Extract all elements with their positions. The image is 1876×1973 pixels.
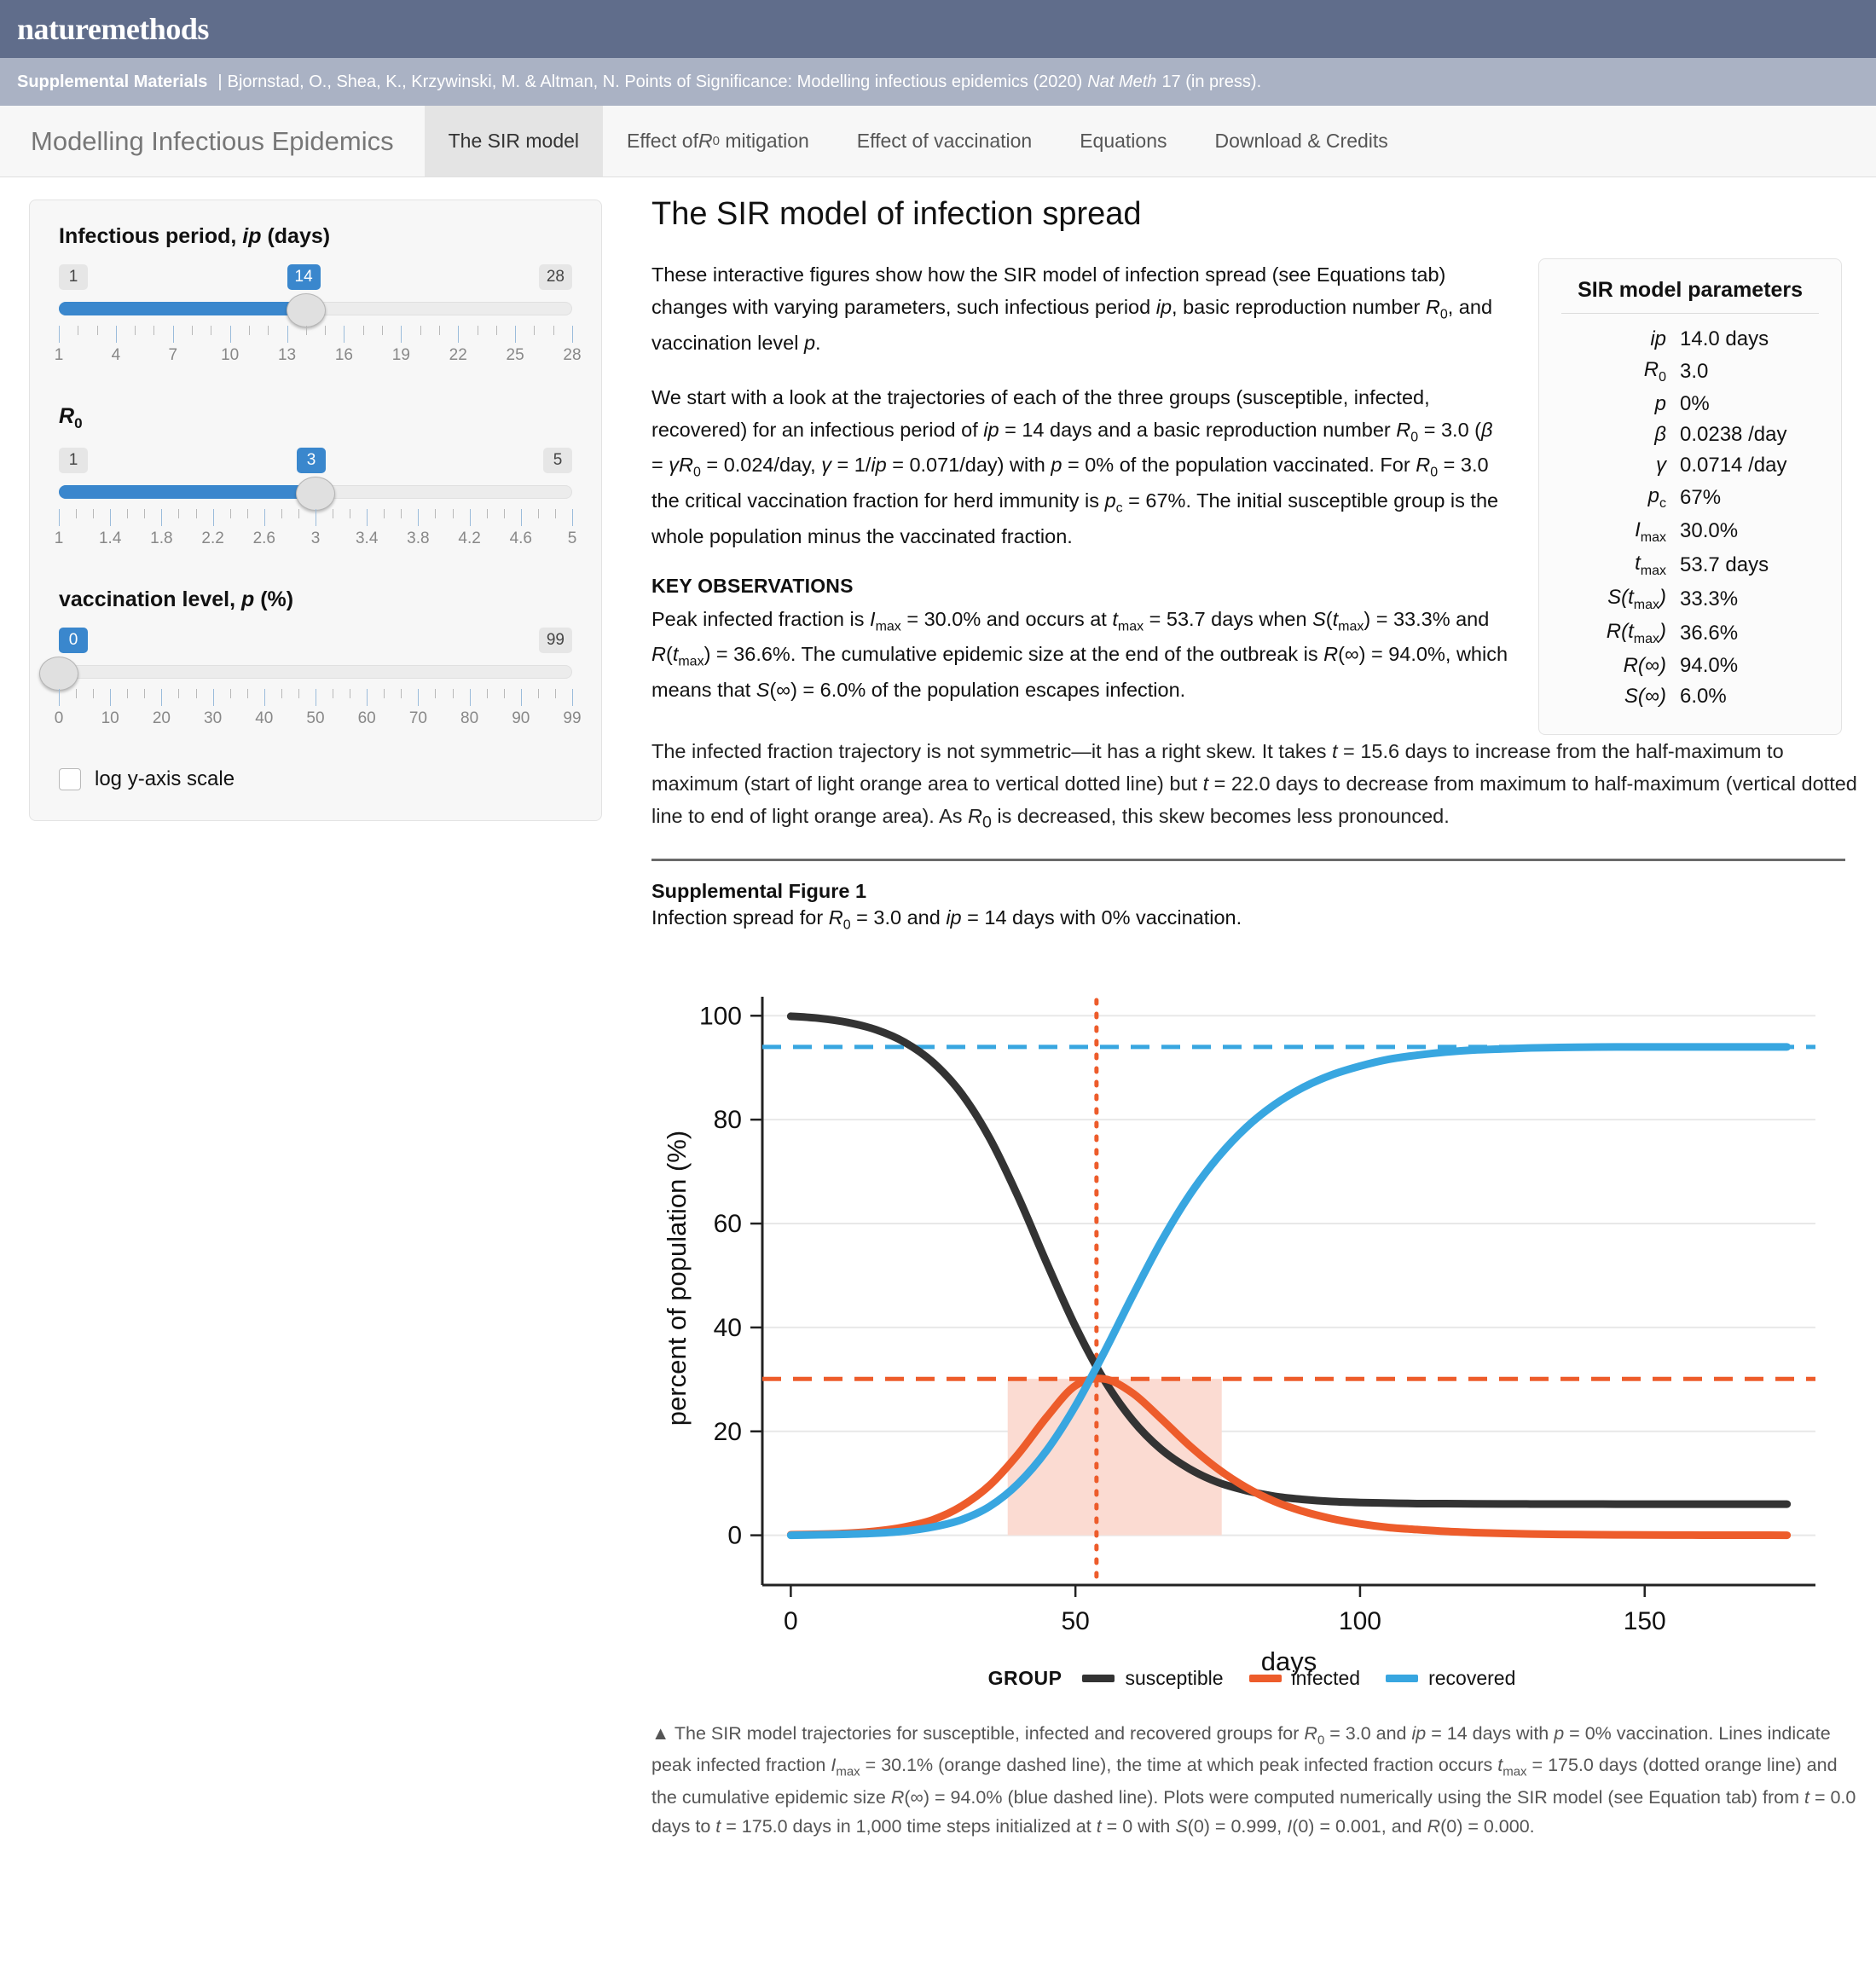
parameter-row bbox=[1561, 324, 1819, 355]
tick-minor bbox=[76, 689, 77, 698]
parameter-key: $t_{max}$ bbox=[1635, 552, 1666, 579]
tick-minor bbox=[93, 509, 94, 518]
tick-major bbox=[161, 689, 162, 706]
legend-item-susceptible bbox=[1082, 1667, 1223, 1690]
tick-major bbox=[521, 509, 522, 526]
tab-the-sir-model[interactable] bbox=[425, 106, 603, 176]
tick-minor bbox=[534, 326, 535, 335]
tick-minor bbox=[306, 326, 307, 335]
tick-major bbox=[264, 689, 265, 706]
logo-nature: nature bbox=[17, 12, 101, 46]
tick-label: 0 bbox=[54, 709, 64, 727]
tick-label: 19 bbox=[391, 346, 410, 364]
slider-bubbles bbox=[59, 264, 572, 297]
parameter-row bbox=[1561, 582, 1819, 616]
slider-tickmarks bbox=[59, 326, 572, 344]
figure-divider bbox=[651, 859, 1845, 861]
tick-minor bbox=[496, 326, 497, 335]
citation-journal: Nat Meth bbox=[1087, 72, 1157, 91]
parameter-value: 36.6% bbox=[1680, 621, 1739, 645]
slider-fill bbox=[59, 485, 316, 499]
tick-minor bbox=[192, 326, 193, 335]
tab-label: Equations bbox=[1080, 130, 1167, 152]
tick-minor bbox=[435, 689, 436, 698]
brand-bar bbox=[0, 0, 1876, 58]
parameter-row bbox=[1561, 515, 1819, 549]
slider-thumb[interactable] bbox=[296, 477, 335, 511]
citation-pre: Bjornstad, O., Shea, K., Krzywinski, M. & Altman, N. Points of Significance: Modelling infectious epidemics (2020) bbox=[227, 72, 1083, 91]
tick-major bbox=[213, 689, 214, 706]
tick-major bbox=[367, 509, 368, 526]
parameter-key: $R(t_{max})$ bbox=[1606, 619, 1666, 646]
paragraph-skew: The infected fraction trajectory is not symmetric—it has a right skew. It takes t = 15.6 days to increase from the half-maximum to maximum (start of light orange area to vertical dotted line) but t = 22.0 days to decrease from maximum to half-maximum (vertical dotted line to end of light orange area). As $R_0$ is decreased, this skew becomes less pronounced. bbox=[651, 739, 1857, 832]
tick-minor bbox=[555, 689, 556, 698]
tick-label: 40 bbox=[255, 709, 274, 727]
tick-minor bbox=[127, 689, 128, 698]
tick-label: 25 bbox=[506, 346, 524, 364]
parameter-value: 0% bbox=[1680, 391, 1710, 415]
tick-label: 3.8 bbox=[407, 529, 430, 547]
paragraph-intro-1: These interactive figures show how the SIR model of infection spread (see Equations tab) changes with varying parameters, such infectious period ip, basic reproduction number $R_0$, and vaccination level p. bbox=[651, 263, 1493, 354]
tick-major bbox=[367, 689, 368, 706]
figure-heading: Supplemental Figure 1 bbox=[651, 880, 867, 903]
y-axis-tick-label: 80 bbox=[713, 1106, 742, 1135]
tick-major bbox=[418, 509, 419, 526]
tab-download-credits[interactable] bbox=[1191, 106, 1412, 176]
tick-major bbox=[521, 689, 522, 706]
tick-minor bbox=[555, 509, 556, 518]
slider-max-badge: 28 bbox=[539, 264, 572, 290]
tab-effect-of-vaccination[interactable] bbox=[833, 106, 1056, 176]
parameter-key: γ bbox=[1656, 453, 1666, 477]
nav-tabbar bbox=[0, 106, 1876, 177]
y-axis-label: percent of population (%) bbox=[662, 1130, 692, 1426]
controls-column bbox=[0, 177, 631, 1841]
parameters-divider bbox=[1561, 313, 1819, 314]
tick-major bbox=[59, 326, 60, 343]
citation-post: 17 (in press). bbox=[1161, 72, 1262, 91]
tick-minor bbox=[435, 509, 436, 518]
tick-minor bbox=[144, 509, 145, 518]
tick-minor bbox=[382, 326, 383, 335]
y-axis-tick-label: 60 bbox=[713, 1210, 742, 1239]
parameter-row bbox=[1561, 389, 1819, 419]
legend-item-recovered bbox=[1386, 1667, 1515, 1690]
tick-minor bbox=[298, 689, 299, 698]
tab-equations[interactable] bbox=[1056, 106, 1190, 176]
tick-major bbox=[418, 689, 419, 706]
parameter-row bbox=[1561, 548, 1819, 582]
parameter-key: β bbox=[1654, 422, 1666, 446]
tick-label: 28 bbox=[563, 346, 582, 364]
tab-effect-of-r0-mitigation[interactable]: Effect of R 0 mitigation bbox=[627, 130, 809, 152]
slider-tick-labels bbox=[54, 346, 582, 370]
slider-label-vaccination-level: vaccination level, p (%) bbox=[59, 587, 294, 611]
tick-minor bbox=[453, 689, 454, 698]
parameter-key: $p_c$ bbox=[1647, 483, 1666, 511]
tab-label: The SIR model bbox=[448, 130, 580, 152]
parameter-value: 0.0714 /day bbox=[1680, 453, 1787, 477]
parameter-value: 94.0% bbox=[1680, 653, 1739, 677]
tick-minor bbox=[153, 326, 154, 335]
slider-tickmarks bbox=[59, 689, 572, 708]
tick-label: 4.2 bbox=[458, 529, 481, 547]
supplemental-label: Supplemental Materials bbox=[17, 72, 208, 91]
paragraph-intro-2: We start with a look at the trajectories of each of the three groups (susceptible, infected, recovered) for an infectious period of ip = 14 days and a basic reproduction number $R_0 = 3.0$ ($\beta = \gamma R_0 = 0.024/day$, γ = 1/ip = 0.071/day) with p = 0% of the population vaccinated. For $R_0 = 3.0$ the critical vaccination fraction for herd immunity is $p_c = 67\%$. The initial susceptible group is the whole population minus the vaccinated fraction. bbox=[651, 385, 1499, 547]
tick-minor bbox=[178, 509, 179, 518]
tick-minor bbox=[487, 509, 488, 518]
supplemental-materials-bar bbox=[0, 58, 1876, 106]
legend-swatch-recovered bbox=[1386, 1675, 1418, 1682]
tick-minor bbox=[249, 326, 250, 335]
tick-major bbox=[116, 326, 117, 343]
slider-max-badge: 5 bbox=[543, 448, 572, 473]
chart-legend bbox=[651, 1667, 1862, 1690]
figure-subheading: Infection spread for $R_0 = 3.0$ and ip = 14 days with 0% vaccination. bbox=[651, 906, 1242, 933]
tick-minor bbox=[196, 509, 197, 518]
tick-major bbox=[173, 326, 174, 343]
supplemental-separator: | bbox=[217, 72, 223, 91]
slider-track-area[interactable] bbox=[59, 660, 572, 686]
tick-major bbox=[401, 326, 402, 343]
parameter-key: R(∞) bbox=[1623, 653, 1666, 677]
sir-chart bbox=[651, 976, 1862, 1676]
tick-minor bbox=[453, 509, 454, 518]
slider-max-badge: 99 bbox=[539, 628, 572, 653]
tick-minor bbox=[363, 326, 364, 335]
tick-major bbox=[59, 689, 60, 706]
tick-label: 1 bbox=[54, 529, 64, 547]
figure-caption: ▲ The SIR model trajectories for susceptible, infected and recovered groups for $R_0 = 3.0$ and ip = 14 days with p = 0% vaccination. Lines indicate peak infected fraction $I_{max} = 30.1\%$ (orange dashed line), the time at which peak infected fraction occurs $t_{max} = 175.0$ days (dotted orange line) and the cumulative epidemic size R(∞) = 94.0% (blue dashed line). Plots were computed numerically using the SIR model (see Equation tab) from t = 0.0 days to t = 175.0 days in 1,000 time steps initialized at t = 0 with S(0) = 0.999, I(0) = 0.001, and R(0) = 0.000. bbox=[651, 1722, 1856, 1837]
slider-track bbox=[59, 665, 572, 679]
parameter-value: 14.0 days bbox=[1680, 327, 1769, 350]
y-axis-tick-label: 40 bbox=[713, 1313, 742, 1342]
tick-major bbox=[515, 326, 516, 343]
legend-label-susceptible: susceptible bbox=[1125, 1666, 1224, 1689]
legend-title: GROUP bbox=[987, 1666, 1062, 1689]
tick-minor bbox=[553, 326, 554, 335]
parameter-row bbox=[1561, 481, 1819, 515]
parameter-key: $S(t_{max})$ bbox=[1607, 586, 1666, 612]
tick-label: 90 bbox=[512, 709, 530, 727]
slider-tick-labels bbox=[54, 709, 582, 733]
parameter-key: $R_0$ bbox=[1643, 358, 1666, 385]
slider-tickmarks bbox=[59, 509, 572, 528]
intro-prose bbox=[651, 258, 1509, 735]
tab-label: Effect of vaccination bbox=[856, 130, 1033, 152]
legend-swatch-susceptible bbox=[1082, 1675, 1115, 1682]
tick-minor bbox=[76, 509, 77, 518]
parameter-value: 53.7 days bbox=[1680, 553, 1769, 577]
tick-minor bbox=[384, 509, 385, 518]
tick-major bbox=[470, 509, 471, 526]
log-y-axis-label: log y-axis scale bbox=[95, 767, 235, 790]
tick-label: 1.4 bbox=[98, 529, 122, 547]
x-axis-tick-label: 100 bbox=[1338, 1606, 1381, 1635]
slider-min-badge: 1 bbox=[59, 448, 88, 473]
tick-label: 5 bbox=[567, 529, 577, 547]
page-body bbox=[0, 177, 1876, 1841]
slider-fill bbox=[59, 302, 306, 315]
tick-major bbox=[110, 509, 111, 526]
tick-major bbox=[470, 689, 471, 706]
figure-block bbox=[651, 859, 1862, 1841]
legend-label-infected: infected bbox=[1291, 1666, 1361, 1689]
slider-label-infectious-period: Infectious period, ip (days) bbox=[59, 224, 331, 248]
tick-minor bbox=[504, 689, 505, 698]
slider-value-badge: 14 bbox=[287, 264, 321, 290]
tick-minor bbox=[93, 689, 94, 698]
logo-methods: methods bbox=[101, 12, 209, 46]
tick-label: 10 bbox=[221, 346, 240, 364]
tick-label: 3 bbox=[310, 529, 321, 547]
slider-bubbles bbox=[59, 448, 572, 480]
slider-r0 bbox=[54, 404, 577, 553]
parameters-table bbox=[1561, 324, 1819, 712]
parameter-key: $I_{max}$ bbox=[1635, 518, 1666, 545]
tick-minor bbox=[230, 509, 231, 518]
control-panel bbox=[29, 200, 602, 821]
tick-minor bbox=[325, 326, 326, 335]
slider-infectious-period bbox=[54, 224, 582, 370]
slider-track-area[interactable] bbox=[59, 480, 572, 506]
tick-minor bbox=[247, 689, 248, 698]
parameter-value: 33.3% bbox=[1680, 587, 1739, 611]
x-axis-tick-label: 50 bbox=[1061, 1606, 1090, 1635]
log-y-axis-checkbox-row[interactable] bbox=[59, 767, 572, 791]
tick-label: 3.4 bbox=[355, 529, 379, 547]
tick-major bbox=[572, 689, 573, 706]
tab-label: Download & Credits bbox=[1214, 130, 1388, 152]
y-axis-tick-label: 100 bbox=[698, 1002, 742, 1031]
sir-model-parameters-box bbox=[1538, 258, 1842, 735]
slider-tick-labels bbox=[54, 529, 577, 553]
slider-bubbles bbox=[59, 628, 572, 660]
tick-minor bbox=[247, 509, 248, 518]
tick-label: 2.6 bbox=[252, 529, 276, 547]
intro-section bbox=[651, 258, 1842, 735]
tick-label: 60 bbox=[357, 709, 376, 727]
tick-major bbox=[213, 509, 214, 526]
tick-minor bbox=[298, 509, 299, 518]
tick-minor bbox=[196, 689, 197, 698]
tick-label: 10 bbox=[101, 709, 119, 727]
parameters-box-title: SIR model parameters bbox=[1578, 278, 1804, 302]
series-line-infected bbox=[790, 1379, 1786, 1536]
y-axis-tick-label: 0 bbox=[727, 1521, 742, 1550]
tick-major bbox=[59, 509, 60, 526]
parameter-key: S(∞) bbox=[1624, 684, 1666, 708]
tick-label: 70 bbox=[408, 709, 427, 727]
parameter-key: p bbox=[1654, 391, 1666, 415]
tick-label: 1.8 bbox=[150, 529, 173, 547]
slider-value-badge: 0 bbox=[59, 628, 88, 653]
parameter-row bbox=[1561, 651, 1819, 681]
parameter-row bbox=[1561, 419, 1819, 450]
nature-methods-logo bbox=[17, 11, 209, 47]
log-y-axis-checkbox[interactable] bbox=[59, 768, 81, 790]
tick-minor bbox=[281, 509, 282, 518]
x-axis-tick-label: 150 bbox=[1623, 1606, 1666, 1635]
tick-minor bbox=[401, 509, 402, 518]
parameter-key: ip bbox=[1650, 327, 1666, 350]
tick-label: 99 bbox=[563, 709, 582, 727]
tick-label: 4.6 bbox=[509, 529, 533, 547]
tick-minor bbox=[401, 689, 402, 698]
tick-major bbox=[572, 326, 573, 343]
parameter-row bbox=[1561, 450, 1819, 481]
parameter-row bbox=[1561, 681, 1819, 712]
tick-major bbox=[264, 509, 265, 526]
tick-label: 13 bbox=[277, 346, 297, 364]
tick-minor bbox=[281, 689, 282, 698]
tick-minor bbox=[384, 689, 385, 698]
parameter-value: 6.0% bbox=[1680, 684, 1727, 708]
legend-label-recovered: recovered bbox=[1428, 1666, 1516, 1689]
tick-major bbox=[161, 509, 162, 526]
tick-major bbox=[287, 326, 288, 343]
tick-label: 16 bbox=[334, 346, 354, 364]
parameter-value: 67% bbox=[1680, 485, 1722, 509]
tick-label: 50 bbox=[306, 709, 325, 727]
slider-min-badge: 1 bbox=[59, 264, 88, 290]
tick-major bbox=[110, 689, 111, 706]
tick-major bbox=[230, 326, 231, 343]
tick-label: 7 bbox=[168, 346, 178, 364]
tick-label: 20 bbox=[152, 709, 171, 727]
tick-minor bbox=[97, 326, 98, 335]
tick-minor bbox=[538, 689, 539, 698]
slider-thumb[interactable] bbox=[39, 657, 78, 691]
slider-label-r0: $R_0$ bbox=[59, 404, 83, 431]
tick-major bbox=[572, 509, 573, 526]
tick-minor bbox=[230, 689, 231, 698]
paragraph-key-observations: Peak infected fraction is $I_{max} = 30.0\%$ and occurs at $t_{max} = 53.7$ days when $S(t_{max}) = 33.3\%$ and $R(t_{max}) = 36.6\%$. The cumulative epidemic size at the end of the outbreak is R(∞) = 94.0%, which means that S(∞) = 6.0% of the population escapes infection. bbox=[651, 607, 1508, 701]
tick-label: 4 bbox=[111, 346, 121, 364]
tick-major bbox=[458, 326, 459, 343]
site-title: Modelling Infectious Epidemics bbox=[31, 125, 394, 156]
x-axis-label: days bbox=[1260, 1646, 1317, 1676]
parameter-value: 30.0% bbox=[1680, 519, 1739, 543]
parameter-row bbox=[1561, 355, 1819, 389]
tick-minor bbox=[268, 326, 269, 335]
parameter-value: 0.0238 /day bbox=[1680, 422, 1787, 446]
tick-label: 30 bbox=[204, 709, 223, 727]
tick-minor bbox=[135, 326, 136, 335]
x-axis-tick-label: 0 bbox=[784, 1606, 798, 1635]
slider-vaccination-level bbox=[54, 587, 582, 733]
slider-track-area[interactable] bbox=[59, 297, 572, 322]
parameter-row bbox=[1561, 616, 1819, 651]
slider-thumb[interactable] bbox=[287, 293, 326, 327]
tick-label: 2.2 bbox=[201, 529, 224, 547]
y-axis-tick-label: 20 bbox=[713, 1417, 742, 1446]
tick-label: 22 bbox=[449, 346, 467, 364]
content-column bbox=[631, 177, 1876, 1841]
tick-minor bbox=[439, 326, 440, 335]
tick-minor bbox=[504, 509, 505, 518]
parameter-value: 3.0 bbox=[1680, 359, 1709, 383]
tick-minor bbox=[487, 689, 488, 698]
tick-minor bbox=[178, 689, 179, 698]
tick-minor bbox=[144, 689, 145, 698]
slider-value-badge: 3 bbox=[297, 448, 326, 473]
tick-label: 80 bbox=[460, 709, 479, 727]
page-title: The SIR model of infection spread bbox=[651, 196, 1142, 232]
tick-label: 1 bbox=[54, 346, 64, 364]
tick-major bbox=[344, 326, 345, 343]
sir-chart-svg bbox=[651, 976, 1862, 1676]
tick-minor bbox=[420, 326, 421, 335]
key-observations-heading: KEY OBSERVATIONS bbox=[651, 574, 854, 597]
tick-minor bbox=[538, 509, 539, 518]
tick-minor bbox=[127, 509, 128, 518]
